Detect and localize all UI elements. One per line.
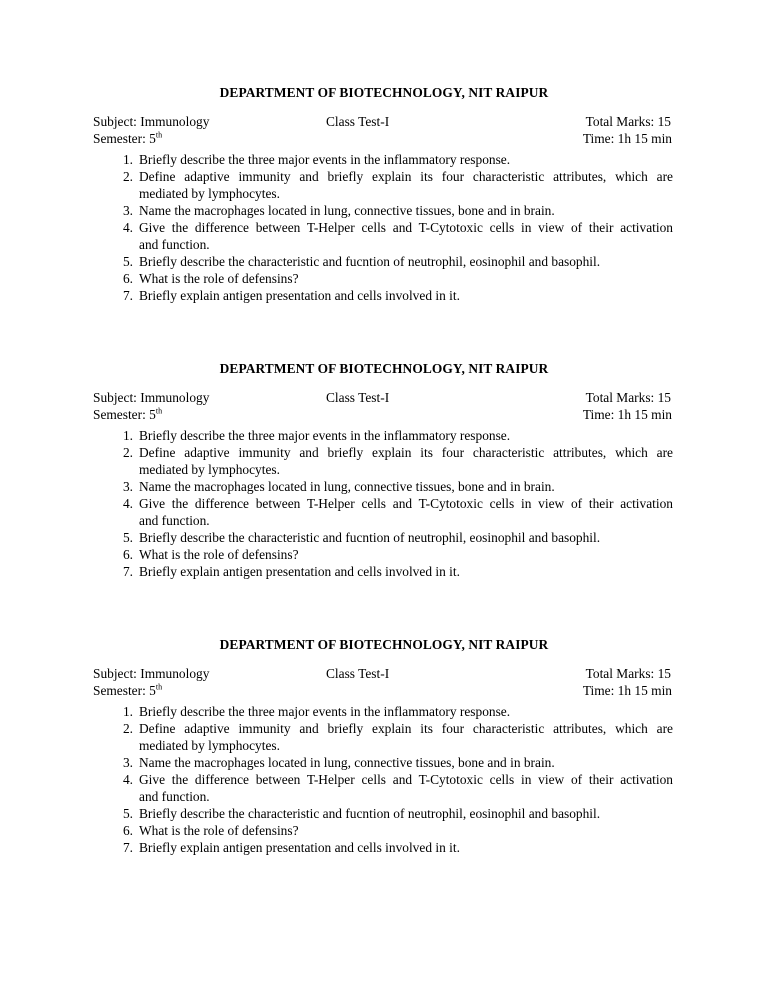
total-marks: Total Marks: 15 [585,666,671,681]
time-allowed: Time: 1h 15 min [582,131,672,146]
test-name: Class Test-I [326,390,390,405]
department-title: DEPARTMENT OF BIOTECHNOLOGY, NIT RAIPUR [219,361,549,376]
test-name: Class Test-I [326,666,390,681]
semester-label: Semester: 5th [93,682,163,698]
department-title: DEPARTMENT OF BIOTECHNOLOGY, NIT RAIPUR [219,637,549,652]
time-allowed: Time: 1h 15 min [582,407,672,422]
semester-label: Semester: 5th [93,406,163,422]
subject-label: Subject: Immunology [93,114,210,129]
subject-label: Subject: Immunology [93,390,210,405]
time-allowed: Time: 1h 15 min [582,683,672,698]
total-marks: Total Marks: 15 [585,390,671,405]
department-title: DEPARTMENT OF BIOTECHNOLOGY, NIT RAIPUR [219,85,549,100]
semester-label: Semester: 5th [93,130,163,146]
test-name: Class Test-I [326,114,390,129]
subject-label: Subject: Immunology [93,666,210,681]
total-marks: Total Marks: 15 [585,114,671,129]
